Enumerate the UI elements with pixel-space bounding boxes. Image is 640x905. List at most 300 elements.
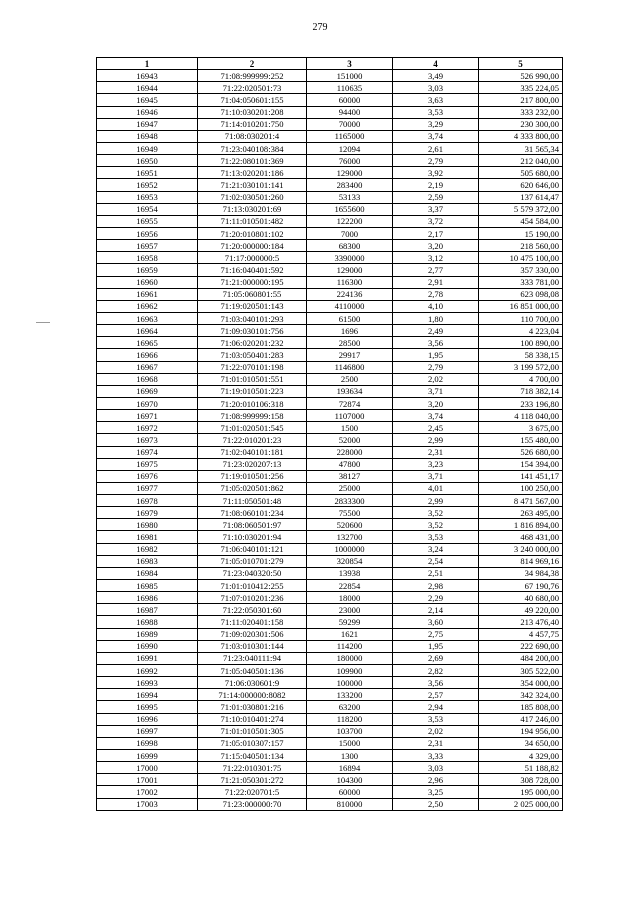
rate-cell: 2,14 (393, 604, 479, 616)
cadastral-number-cell: 71:08:060101:234 (198, 507, 307, 519)
row-number-cell: 16950 (97, 155, 198, 167)
cadastral-number-cell: 71:03:040101:293 (198, 312, 307, 324)
row-number-cell: 16993 (97, 677, 198, 689)
value-cell: 454 584,00 (479, 215, 563, 227)
table-row (97, 458, 563, 470)
value-cell: 194 956,00 (479, 725, 563, 737)
row-number-cell: 16997 (97, 725, 198, 737)
value-cell: 335 224,05 (479, 82, 563, 94)
rate-cell: 3,92 (393, 167, 479, 179)
area-cell: 114200 (307, 640, 393, 652)
rate-cell: 3,74 (393, 410, 479, 422)
rate-cell: 3,63 (393, 94, 479, 106)
table-row (97, 312, 563, 324)
value-cell: 468 431,00 (479, 531, 563, 543)
value-cell: 526 990,00 (479, 70, 563, 82)
rate-cell: 3,12 (393, 252, 479, 264)
cadastral-number-cell: 71:13:030201:69 (198, 203, 307, 215)
cadastral-number-cell: 71:06:030601:9 (198, 677, 307, 689)
value-cell: 3 675,00 (479, 422, 563, 434)
area-cell: 4110000 (307, 300, 393, 312)
row-number-cell: 16976 (97, 470, 198, 482)
table-row (97, 543, 563, 555)
rate-cell: 3,49 (393, 70, 479, 82)
area-cell: 53133 (307, 191, 393, 203)
area-cell: 1300 (307, 750, 393, 762)
value-cell: 34 984,38 (479, 567, 563, 579)
rate-cell: 2,29 (393, 592, 479, 604)
row-number-cell: 16978 (97, 495, 198, 507)
rate-cell: 2,59 (393, 191, 479, 203)
area-cell: 129000 (307, 264, 393, 276)
value-cell: 154 394,00 (479, 458, 563, 470)
cadastral-number-cell: 71:01:010412:255 (198, 580, 307, 592)
rate-cell: 3,53 (393, 531, 479, 543)
cadastral-number-cell: 71:03:050401:283 (198, 349, 307, 361)
table-row (97, 94, 563, 106)
cadastral-number-cell: 71:19:010501:223 (198, 385, 307, 397)
value-cell: 484 200,00 (479, 652, 563, 664)
value-cell: 233 196,80 (479, 397, 563, 409)
rate-cell: 1,80 (393, 312, 479, 324)
value-cell: 137 614,47 (479, 191, 563, 203)
table-row (97, 288, 563, 300)
value-cell: 342 324,00 (479, 689, 563, 701)
row-number-cell: 16967 (97, 361, 198, 373)
rate-cell: 2,45 (393, 422, 479, 434)
cadastral-number-cell: 71:09:020301:506 (198, 628, 307, 640)
cadastral-number-cell: 71:22:050301:60 (198, 604, 307, 616)
rate-cell: 2,77 (393, 264, 479, 276)
rate-cell: 3,60 (393, 616, 479, 628)
table-row (97, 130, 563, 142)
cadastral-number-cell: 71:10:010401:274 (198, 713, 307, 725)
rate-cell: 3,74 (393, 130, 479, 142)
cadastral-number-cell: 71:23:040320:50 (198, 567, 307, 579)
area-cell: 23000 (307, 604, 393, 616)
value-cell: 100 890,00 (479, 337, 563, 349)
cadastral-number-cell: 71:07:010201:236 (198, 592, 307, 604)
value-cell: 357 330,00 (479, 264, 563, 276)
value-cell: 814 969,16 (479, 555, 563, 567)
table-row (97, 191, 563, 203)
table-row (97, 373, 563, 385)
area-cell: 193634 (307, 385, 393, 397)
cadastral-number-cell: 71:11:050501:48 (198, 495, 307, 507)
table-row (97, 167, 563, 179)
area-cell: 38127 (307, 470, 393, 482)
area-cell: 29917 (307, 349, 393, 361)
row-number-cell: 16981 (97, 531, 198, 543)
cadastral-number-cell: 71:13:020201:186 (198, 167, 307, 179)
area-cell: 228000 (307, 446, 393, 458)
rate-cell: 4,01 (393, 482, 479, 494)
table-row (97, 434, 563, 446)
rate-cell: 3,20 (393, 240, 479, 252)
row-number-cell: 16969 (97, 385, 198, 397)
table-row (97, 701, 563, 713)
area-cell: 12094 (307, 142, 393, 154)
value-cell: 67 190,76 (479, 580, 563, 592)
area-cell: 61500 (307, 312, 393, 324)
value-cell: 718 382,14 (479, 385, 563, 397)
table-row (97, 240, 563, 252)
value-cell: 34 650,00 (479, 737, 563, 749)
table-row (97, 70, 563, 82)
area-cell: 2833300 (307, 495, 393, 507)
cadastral-number-cell: 71:22:010201:23 (198, 434, 307, 446)
rate-cell: 2,19 (393, 179, 479, 191)
table-row (97, 495, 563, 507)
row-number-cell: 16991 (97, 652, 198, 664)
rate-cell: 2,02 (393, 373, 479, 385)
area-cell: 68300 (307, 240, 393, 252)
cadastral-number-cell: 71:23:040111:94 (198, 652, 307, 664)
table-row (97, 276, 563, 288)
row-number-cell: 16975 (97, 458, 198, 470)
rate-cell: 3,72 (393, 215, 479, 227)
row-number-cell: 16945 (97, 94, 198, 106)
rate-cell: 2,99 (393, 495, 479, 507)
cadastral-number-cell: 71:10:030201:208 (198, 106, 307, 118)
area-cell: 180000 (307, 652, 393, 664)
cadastral-number-cell: 71:05:010307:157 (198, 737, 307, 749)
area-cell: 7000 (307, 227, 393, 239)
area-cell: 72874 (307, 397, 393, 409)
area-cell: 283400 (307, 179, 393, 191)
rate-cell: 2,31 (393, 446, 479, 458)
rate-cell: 3,52 (393, 507, 479, 519)
table-row (97, 713, 563, 725)
row-number-cell: 16961 (97, 288, 198, 300)
cadastral-number-cell: 71:22:020701:5 (198, 786, 307, 798)
row-number-cell: 16966 (97, 349, 198, 361)
rate-cell: 3,52 (393, 519, 479, 531)
area-cell: 70000 (307, 118, 393, 130)
table-row (97, 446, 563, 458)
area-cell: 60000 (307, 786, 393, 798)
area-cell: 1696 (307, 325, 393, 337)
column-header-2: 2 (198, 58, 307, 70)
value-cell: 222 690,00 (479, 640, 563, 652)
row-number-cell: 16983 (97, 555, 198, 567)
row-number-cell: 16977 (97, 482, 198, 494)
table-row (97, 616, 563, 628)
row-number-cell: 16968 (97, 373, 198, 385)
cadastral-number-cell: 71:21:050301:272 (198, 774, 307, 786)
value-cell: 141 451,17 (479, 470, 563, 482)
column-header-5: 5 (479, 58, 563, 70)
table-row (97, 385, 563, 397)
table-row (97, 689, 563, 701)
area-cell: 116300 (307, 276, 393, 288)
table-row (97, 567, 563, 579)
area-cell: 63200 (307, 701, 393, 713)
row-number-cell: 16986 (97, 592, 198, 604)
row-number-cell: 16953 (97, 191, 198, 203)
cadastral-number-cell: 71:05:020501:862 (198, 482, 307, 494)
cadastral-number-cell: 71:21:000000:195 (198, 276, 307, 288)
value-cell: 417 246,00 (479, 713, 563, 725)
area-cell: 47800 (307, 458, 393, 470)
value-cell: 1 816 894,00 (479, 519, 563, 531)
value-cell: 333 781,00 (479, 276, 563, 288)
cadastral-number-cell: 71:23:000000:70 (198, 798, 307, 810)
area-cell: 3390000 (307, 252, 393, 264)
table-row (97, 786, 563, 798)
rate-cell: 3,23 (393, 458, 479, 470)
area-cell: 224136 (307, 288, 393, 300)
cadastral-number-cell: 71:17:000000:5 (198, 252, 307, 264)
row-number-cell: 16988 (97, 616, 198, 628)
cadastral-number-cell: 71:10:030201:94 (198, 531, 307, 543)
table-row (97, 482, 563, 494)
rate-cell: 2,51 (393, 567, 479, 579)
row-number-cell: 16959 (97, 264, 198, 276)
cadastral-number-cell: 71:23:040108:384 (198, 142, 307, 154)
row-number-cell: 16962 (97, 300, 198, 312)
row-number-cell: 16952 (97, 179, 198, 191)
value-cell: 4 457,75 (479, 628, 563, 640)
row-number-cell: 16944 (97, 82, 198, 94)
area-cell: 1500 (307, 422, 393, 434)
value-cell: 195 000,00 (479, 786, 563, 798)
row-number-cell: 16972 (97, 422, 198, 434)
cadastral-number-cell: 71:15:040501:134 (198, 750, 307, 762)
row-number-cell: 16998 (97, 737, 198, 749)
cadastral-number-cell: 71:22:010301:75 (198, 762, 307, 774)
area-cell: 28500 (307, 337, 393, 349)
value-cell: 263 495,00 (479, 507, 563, 519)
area-cell: 75500 (307, 507, 393, 519)
table-row (97, 179, 563, 191)
value-cell: 4 223,04 (479, 325, 563, 337)
cadastral-number-cell: 71:01:020501:545 (198, 422, 307, 434)
area-cell: 59299 (307, 616, 393, 628)
row-number-cell: 16957 (97, 240, 198, 252)
row-number-cell: 16995 (97, 701, 198, 713)
cadastral-number-cell: 71:22:070101:198 (198, 361, 307, 373)
area-cell: 13938 (307, 567, 393, 579)
area-cell: 103700 (307, 725, 393, 737)
rate-cell: 3,56 (393, 677, 479, 689)
value-cell: 2 025 000,00 (479, 798, 563, 810)
area-cell: 1000000 (307, 543, 393, 555)
cadastral-number-cell: 71:08:030201:4 (198, 130, 307, 142)
table-row (97, 507, 563, 519)
table-row (97, 397, 563, 409)
cadastral-number-cell: 71:05:010701:279 (198, 555, 307, 567)
rate-cell: 3,33 (393, 750, 479, 762)
area-cell: 1146800 (307, 361, 393, 373)
rate-cell: 2,94 (393, 701, 479, 713)
table-body (97, 70, 563, 811)
value-cell: 4 329,00 (479, 750, 563, 762)
table-row (97, 762, 563, 774)
cadastral-number-cell: 71:23:020207:13 (198, 458, 307, 470)
table-row (97, 106, 563, 118)
cadastral-number-cell: 71:01:010501:305 (198, 725, 307, 737)
table-row (97, 519, 563, 531)
table-row (97, 470, 563, 482)
rate-cell: 2,49 (393, 325, 479, 337)
row-number-cell: 16989 (97, 628, 198, 640)
area-cell: 132700 (307, 531, 393, 543)
area-cell: 810000 (307, 798, 393, 810)
rate-cell: 2,96 (393, 774, 479, 786)
table-row (97, 142, 563, 154)
cadastral-number-cell: 71:19:020501:143 (198, 300, 307, 312)
table-row (97, 677, 563, 689)
area-cell: 133200 (307, 689, 393, 701)
row-number-cell: 16979 (97, 507, 198, 519)
rate-cell: 2,99 (393, 434, 479, 446)
area-cell: 122200 (307, 215, 393, 227)
value-cell: 354 000,00 (479, 677, 563, 689)
column-header-1: 1 (97, 58, 198, 70)
row-number-cell: 17001 (97, 774, 198, 786)
cadastral-number-cell: 71:06:020201:232 (198, 337, 307, 349)
row-number-cell: 16965 (97, 337, 198, 349)
area-cell: 118200 (307, 713, 393, 725)
table-row (97, 361, 563, 373)
area-cell: 109900 (307, 665, 393, 677)
cadastral-number-cell: 71:08:060501:97 (198, 519, 307, 531)
rate-cell: 2,31 (393, 737, 479, 749)
row-number-cell: 16947 (97, 118, 198, 130)
table-row (97, 422, 563, 434)
cadastral-number-cell: 71:04:050601:155 (198, 94, 307, 106)
row-number-cell: 16990 (97, 640, 198, 652)
table-row (97, 325, 563, 337)
table-row (97, 410, 563, 422)
rate-cell: 3,53 (393, 106, 479, 118)
area-cell: 1107000 (307, 410, 393, 422)
cadastral-number-cell: 71:01:010501:551 (198, 373, 307, 385)
cadastral-number-cell: 71:22:020501:73 (198, 82, 307, 94)
rate-cell: 3,25 (393, 786, 479, 798)
value-cell: 8 471 567,00 (479, 495, 563, 507)
rate-cell: 2,57 (393, 689, 479, 701)
row-number-cell: 16964 (97, 325, 198, 337)
cadastral-number-cell: 71:20:000000:184 (198, 240, 307, 252)
value-cell: 308 728,00 (479, 774, 563, 786)
value-cell: 333 232,00 (479, 106, 563, 118)
row-number-cell: 16999 (97, 750, 198, 762)
table-row (97, 203, 563, 215)
rate-cell: 2,75 (393, 628, 479, 640)
area-cell: 520600 (307, 519, 393, 531)
table-row (97, 215, 563, 227)
table-row (97, 555, 563, 567)
rate-cell: 2,98 (393, 580, 479, 592)
cadastral-number-cell: 71:08:999999:158 (198, 410, 307, 422)
row-number-cell: 17000 (97, 762, 198, 774)
value-cell: 230 300,00 (479, 118, 563, 130)
table-row (97, 155, 563, 167)
value-cell: 16 851 000,00 (479, 300, 563, 312)
value-cell: 40 680,00 (479, 592, 563, 604)
area-cell: 1621 (307, 628, 393, 640)
value-cell: 623 098,08 (479, 288, 563, 300)
table-row (97, 774, 563, 786)
rate-cell: 2,02 (393, 725, 479, 737)
value-cell: 51 188,82 (479, 762, 563, 774)
table-row (97, 750, 563, 762)
cadastral-value-table (96, 57, 563, 811)
area-cell: 110635 (307, 82, 393, 94)
table-row (97, 652, 563, 664)
cadastral-number-cell: 71:19:010501:256 (198, 470, 307, 482)
area-cell: 320854 (307, 555, 393, 567)
rate-cell: 2,61 (393, 142, 479, 154)
cadastral-number-cell: 71:20:010801:102 (198, 227, 307, 239)
rate-cell: 3,53 (393, 713, 479, 725)
rate-cell: 2,17 (393, 227, 479, 239)
row-number-cell: 16980 (97, 519, 198, 531)
rate-cell: 2,79 (393, 361, 479, 373)
cadastral-number-cell: 71:16:040401:592 (198, 264, 307, 276)
row-number-cell: 16948 (97, 130, 198, 142)
area-cell: 1165000 (307, 130, 393, 142)
area-cell: 94400 (307, 106, 393, 118)
value-cell: 4 333 800,00 (479, 130, 563, 142)
cadastral-number-cell: 71:01:030801:216 (198, 701, 307, 713)
area-cell: 1655600 (307, 203, 393, 215)
area-cell: 151000 (307, 70, 393, 82)
rate-cell: 2,69 (393, 652, 479, 664)
rate-cell: 3,03 (393, 762, 479, 774)
rate-cell: 3,03 (393, 82, 479, 94)
row-number-cell: 16949 (97, 142, 198, 154)
rate-cell: 3,37 (393, 203, 479, 215)
rate-cell: 3,71 (393, 470, 479, 482)
row-number-cell: 16985 (97, 580, 198, 592)
value-cell: 217 800,00 (479, 94, 563, 106)
row-number-cell: 16982 (97, 543, 198, 555)
cadastral-number-cell: 71:11:020401:158 (198, 616, 307, 628)
row-number-cell: 16992 (97, 665, 198, 677)
row-number-cell: 16951 (97, 167, 198, 179)
rate-cell: 3,24 (393, 543, 479, 555)
table-row (97, 118, 563, 130)
row-number-cell: 16955 (97, 215, 198, 227)
row-number-cell: 16984 (97, 567, 198, 579)
value-cell: 100 250,00 (479, 482, 563, 494)
cadastral-number-cell: 71:14:000000:8082 (198, 689, 307, 701)
rate-cell: 2,82 (393, 665, 479, 677)
row-number-cell: 17002 (97, 786, 198, 798)
rate-cell: 2,50 (393, 798, 479, 810)
value-cell: 110 700,00 (479, 312, 563, 324)
table-row (97, 628, 563, 640)
column-header-4: 4 (393, 58, 479, 70)
cadastral-number-cell: 71:05:060801:55 (198, 288, 307, 300)
column-header-3: 3 (307, 58, 393, 70)
cadastral-number-cell: 71:14:010201:750 (198, 118, 307, 130)
value-cell: 4 118 040,00 (479, 410, 563, 422)
table-row (97, 592, 563, 604)
value-cell: 31 565,34 (479, 142, 563, 154)
value-cell: 15 190,00 (479, 227, 563, 239)
cadastral-number-cell: 71:09:030101:756 (198, 325, 307, 337)
row-number-cell: 16956 (97, 227, 198, 239)
value-cell: 4 700,00 (479, 373, 563, 385)
table-row (97, 725, 563, 737)
table-row (97, 82, 563, 94)
row-number-cell: 16971 (97, 410, 198, 422)
cadastral-number-cell: 71:02:030501:260 (198, 191, 307, 203)
